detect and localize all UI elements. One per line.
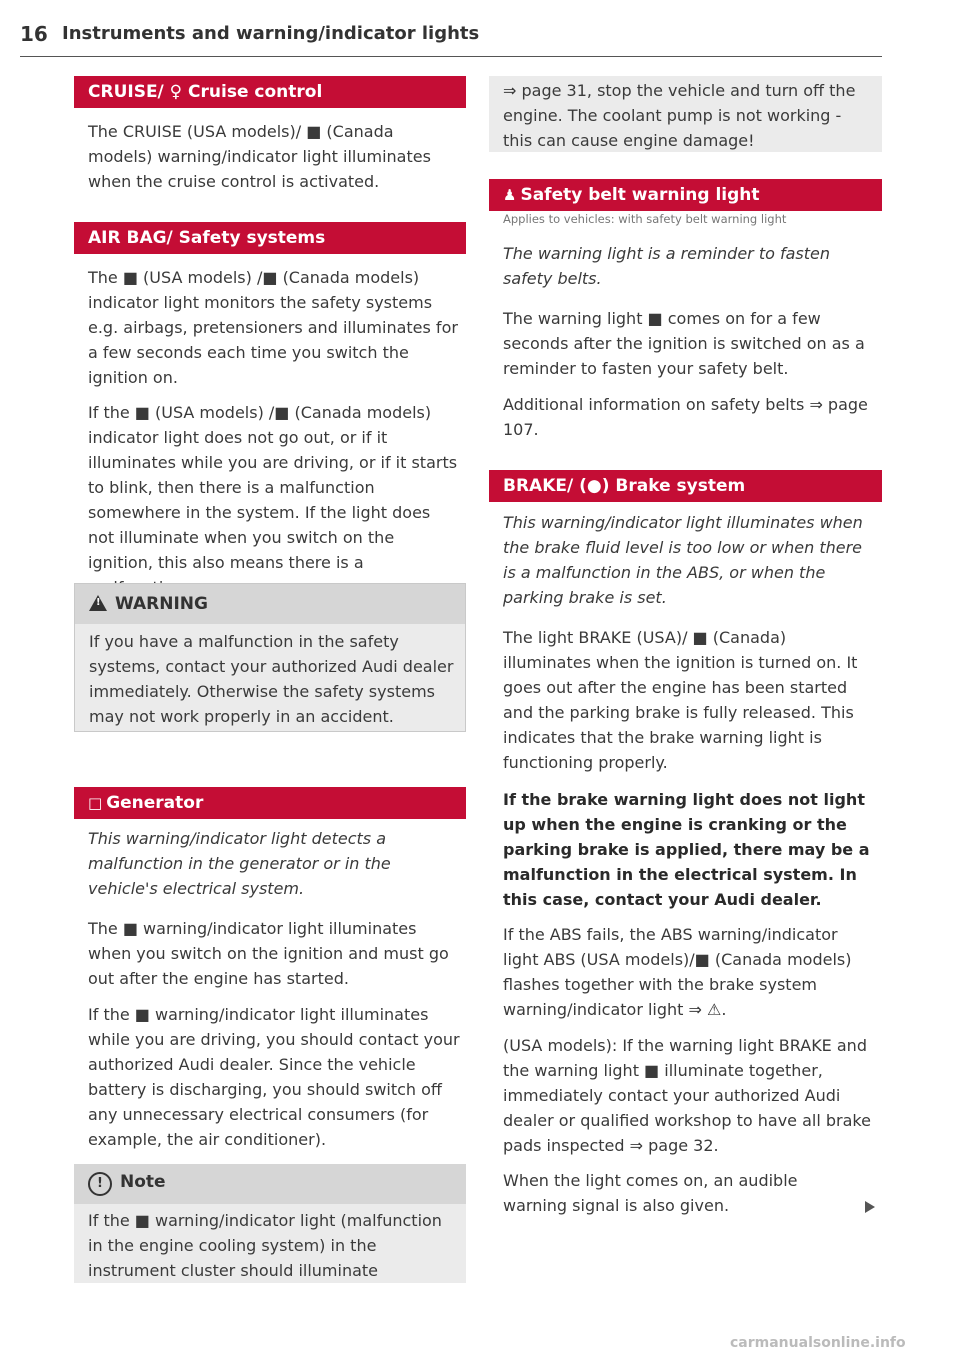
- note-box: [74, 1164, 466, 1283]
- safety-belt-intro: The warning light is a reminder to fasten safety belts.: [503, 244, 831, 288]
- brake-system-text-2: If the ABS fails, the ABS warning/indicator light ABS (USA models)/■ (Canada models) flashes together with the brake system warning/indicator light ⇒ ⚠.: [503, 925, 852, 1019]
- brake-system-text-3: (USA models): If the warning light BRAKE and the warning light ■ illuminate together, immediately contact your authorized Audi dealer or qualified workshop to have all brake pads inspected ⇒ page 32.: [503, 1036, 871, 1155]
- note-continuation-box: [489, 76, 882, 152]
- warning-text: If you have a malfunction in the safety systems, contact your authorized Audi dealer immediately. Otherwise the safety systems may not work properly in an accident.: [89, 632, 454, 726]
- cruise-control-text: The CRUISE (USA models)/ ■ (Canada models) warning/indicator light illuminates when the cruise control is activated.: [88, 122, 431, 191]
- seatbelt-icon: ♟: [503, 186, 517, 204]
- safety-systems-title: AIR BAG/ Safety systems: [88, 228, 326, 248]
- cruise-control-title: CRUISE/ ♀ Cruise control: [88, 82, 323, 102]
- safety-belt-text-1: The warning light ■ comes on for a few seconds after the ignition is switched on as a reminder to fasten your safety belt.: [503, 309, 865, 378]
- brake-system-intro: This warning/indicator light illuminates when the brake fluid level is too low or when there is a malfunction in the ABS, or when the parking brake is set.: [503, 513, 863, 607]
- cruise-control-heading: [74, 76, 466, 108]
- safety-belt-text-2: Additional information on safety belts ⇒ page 107.: [503, 395, 868, 439]
- chapter-title: Instruments and warning/indicator lights: [62, 23, 480, 44]
- safety-belt-title: Safety belt warning light: [520, 185, 760, 205]
- generator-text-1: The ■ warning/indicator light illuminates when you switch on the ignition and must go out after the engine has started.: [88, 919, 449, 988]
- watermark: carmanualsonline.info: [730, 1335, 906, 1351]
- warning-label: WARNING: [115, 594, 208, 614]
- brake-system-heading: [489, 470, 882, 502]
- brake-system-text-4: When the light comes on, an audible warning signal is also given.: [503, 1171, 798, 1215]
- battery-icon: □: [88, 794, 103, 812]
- generator-title: Generator: [106, 793, 204, 813]
- safety-systems-heading: [74, 222, 466, 254]
- brake-system-bold: If the brake warning light does not light up when the engine is cranking or the parking brake is applied, there may be a malfunction in the electrical system. In this case, contact your Audi dealer.: [503, 790, 870, 909]
- safety-systems-text-1: The ■ (USA models) /■ (Canada models) indicator light monitors the safety systems e.g. airbags, pretensioners and illuminates for a few seconds each time you switch the ignition on.: [88, 268, 458, 387]
- page-number: 16: [20, 22, 48, 46]
- note-label: Note: [120, 1172, 166, 1192]
- generator-text-2: If the ■ warning/indicator light illuminates while you are driving, you should contact your authorized Audi dealer. Since the vehicle battery is discharging, you should switch off any unnecessary electrical consumers (for example, the air conditioner).: [88, 1005, 460, 1149]
- page-header: [20, 22, 882, 57]
- continue-arrow-icon: [865, 1201, 875, 1213]
- safety-belt-applies: Applies to vehicles: with safety belt warning light: [503, 212, 787, 226]
- generator-intro: This warning/indicator light detects a malfunction in the generator or in the vehicle's electrical system.: [88, 829, 391, 898]
- warning-box: [74, 583, 466, 732]
- brake-system-text-1: The light BRAKE (USA)/ ■ (Canada) illuminates when the ignition is turned on. It goes out after the engine has been started and the parking brake is fully released. This indicates that the brake warning light is functioning properly.: [503, 628, 858, 772]
- note-text: If the ■ warning/indicator light (malfunction in the engine cooling system) in the instrument cluster should illuminate: [88, 1211, 442, 1280]
- brake-system-title: BRAKE/ (●) Brake system: [503, 476, 746, 496]
- generator-heading: [74, 787, 466, 819]
- safety-systems-text-2: If the ■ (USA models) /■ (Canada models) indicator light does not go out, or if it illuminates while you are driving, or if it starts to blink, then there is a malfunction somewhere in the system. If the light does not illuminate when you switch on the ignition, this also means there is a: [88, 403, 458, 572]
- note-icon: !: [88, 1172, 112, 1196]
- warning-box-header: [75, 584, 465, 624]
- warning-triangle-icon: [89, 595, 107, 611]
- note-box-header: [74, 1164, 466, 1204]
- note-continuation-text: ⇒ page 31, stop the vehicle and turn off the engine. The coolant pump is not working - this can cause engine damage!: [503, 81, 856, 150]
- safety-belt-heading: [489, 179, 882, 211]
